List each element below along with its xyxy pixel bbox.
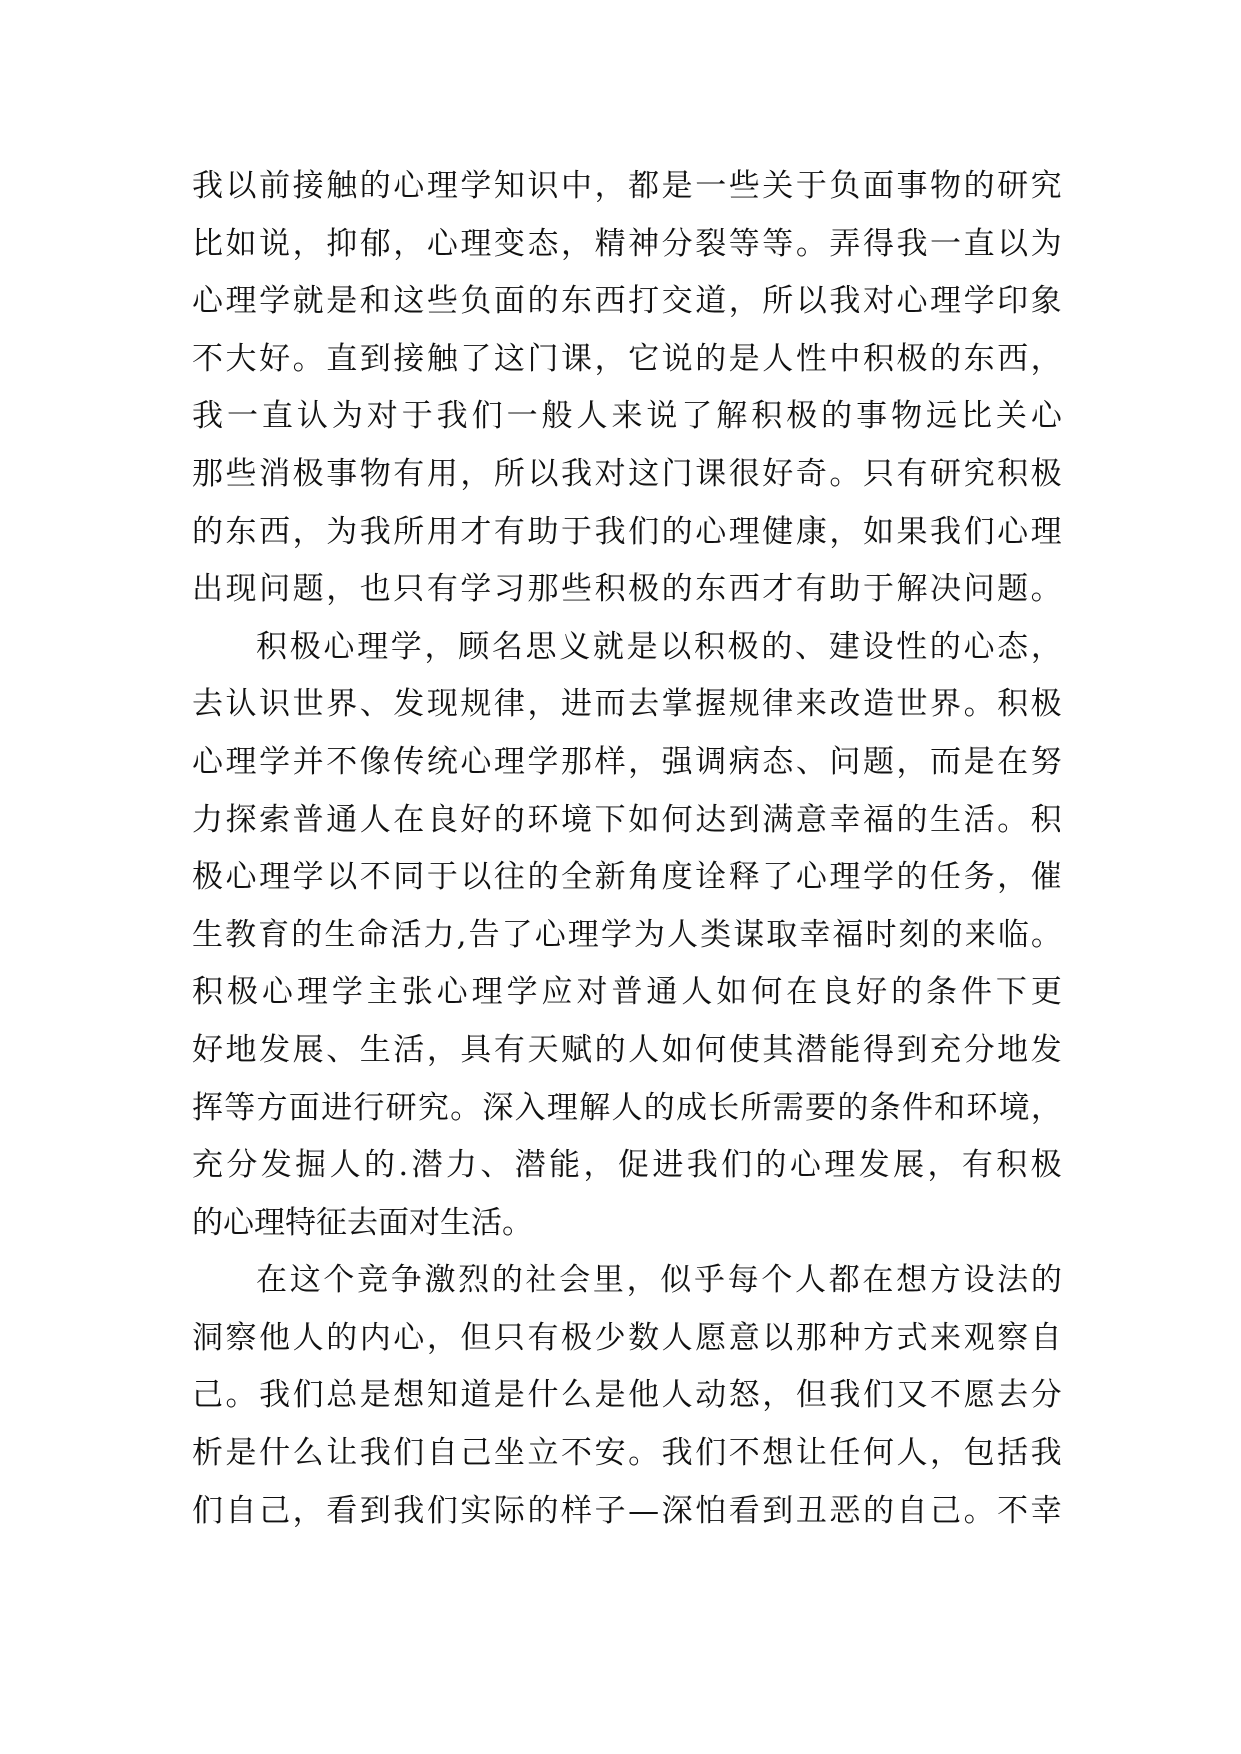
text-line: 挥 等 方 面 进 行 研 究 。 深 入 理 解 人 的 成 长 所 需 要 的 条 件 和 环 境 ， [192, 1089, 1062, 1126]
document-body-text [192, 158, 1062, 1540]
text-line: 心 理 学 就 是 和 这 些 负 面 的 东 西 打 交 道 ， 所 以 我 对 心 理 学 印 象 [192, 283, 1062, 320]
text-line: 己 。 我 们 总 是 想 知 道 是 什 么 是 他 人 动 怒 ， 但 我 们 又 不 愿 去 分 [192, 1377, 1062, 1414]
text-line: 积 极 心 理 学 主 张 心 理 学 应 对 普 通 人 如 何 在 良 好 的 条 件 下 更 [192, 974, 1062, 1011]
text-line: 去 认 识 世 界 、 发 现 规 律 ， 进 而 去 掌 握 规 律 来 改 造 世 界 。 积 极 [192, 686, 1062, 723]
text-line: 好 地 发 展 、 生 活 ， 具 有 天 赋 的 人 如 何 使 其 潜 能 得 到 充 分 地 发 [192, 1031, 1062, 1068]
text-line: 充 分 发 掘 人 的 . 潜 力 、 潜 能 ， 促 进 我 们 的 心 理 发 展 ， 有 积 极 [192, 1147, 1062, 1184]
text-line: 的 东 西 ， 为 我 所 用 才 有 助 于 我 们 的 心 理 健 康 ， 如 果 我 们 心 理 [192, 513, 1062, 550]
text-line: 力 探 索 普 通 人 在 良 好 的 环 境 下 如 何 达 到 满 意 幸 福 的 生 活 。 积 [192, 801, 1062, 838]
text-line: 生 教 育 的 生 命 活 力 , 告 了 心 理 学 为 人 类 谋 取 幸 福 时 刻 的 来 临 。 [192, 916, 1062, 953]
text-line: 不 大 好 。 直 到 接 触 了 这 门 课 ， 它 说 的 是 人 性 中 积 极 的 东 西 ， [192, 340, 1062, 377]
text-line: 洞 察 他 人 的 内 心 ， 但 只 有 极 少 数 人 愿 意 以 那 种 方 式 来 观 察 自 [192, 1319, 1062, 1356]
text-line: 极 心 理 学 以 不 同 于 以 往 的 全 新 角 度 诠 释 了 心 理 学 的 任 务 ， 催 [192, 859, 1062, 896]
text-line: 积 极 心 理 学 ， 顾 名 思 义 就 是 以 积 极 的 、 建 设 性 的 心 态 ， [256, 628, 1062, 665]
text-line: 们 自 己 ， 看 到 我 们 实 际 的 样 子 — 深 怕 看 到 丑 恶 的 自 己 。 不 幸 [192, 1492, 1062, 1529]
text-line: 我 一 直 认 为 对 于 我 们 一 般 人 来 说 了 解 积 极 的 事 物 远 比 关 心 [192, 398, 1062, 435]
text-line: 在 这 个 竞 争 激 烈 的 社 会 里 ， 似 乎 每 个 人 都 在 想 方 设 法 的 [256, 1262, 1062, 1299]
text-line: 我 以 前 接 触 的 心 理 学 知 识 中 ， 都 是 一 些 关 于 负 面 事 物 的 研 究 [192, 168, 1062, 204]
text-line: 心 理 学 并 不 像 传 统 心 理 学 那 样 ， 强 调 病 态 、 问 题 ， 而 是 在 努 [192, 743, 1062, 780]
text-line: 出 现 问 题 ， 也 只 有 学 习 那 些 积 极 的 东 西 才 有 助 于 解 决 问 题 。 [192, 571, 1062, 608]
text-line: 那 些 消 极 事 物 有 用 ， 所 以 我 对 这 门 课 很 好 奇 。 只 有 研 究 积 极 [192, 455, 1062, 492]
text-line: 析 是 什 么 让 我 们 自 己 坐 立 不 安 。 我 们 不 想 让 任 何 人 ， 包 括 我 [192, 1435, 1062, 1472]
text-line: 的 心 理 特 征 去 面 对 生 活 。 [192, 1204, 533, 1241]
text-line: 比 如 说 ， 抑 郁 ， 心 理 变 态 ， 精 神 分 裂 等 等 。 弄 得 我 一 直 以 为 [192, 225, 1062, 262]
